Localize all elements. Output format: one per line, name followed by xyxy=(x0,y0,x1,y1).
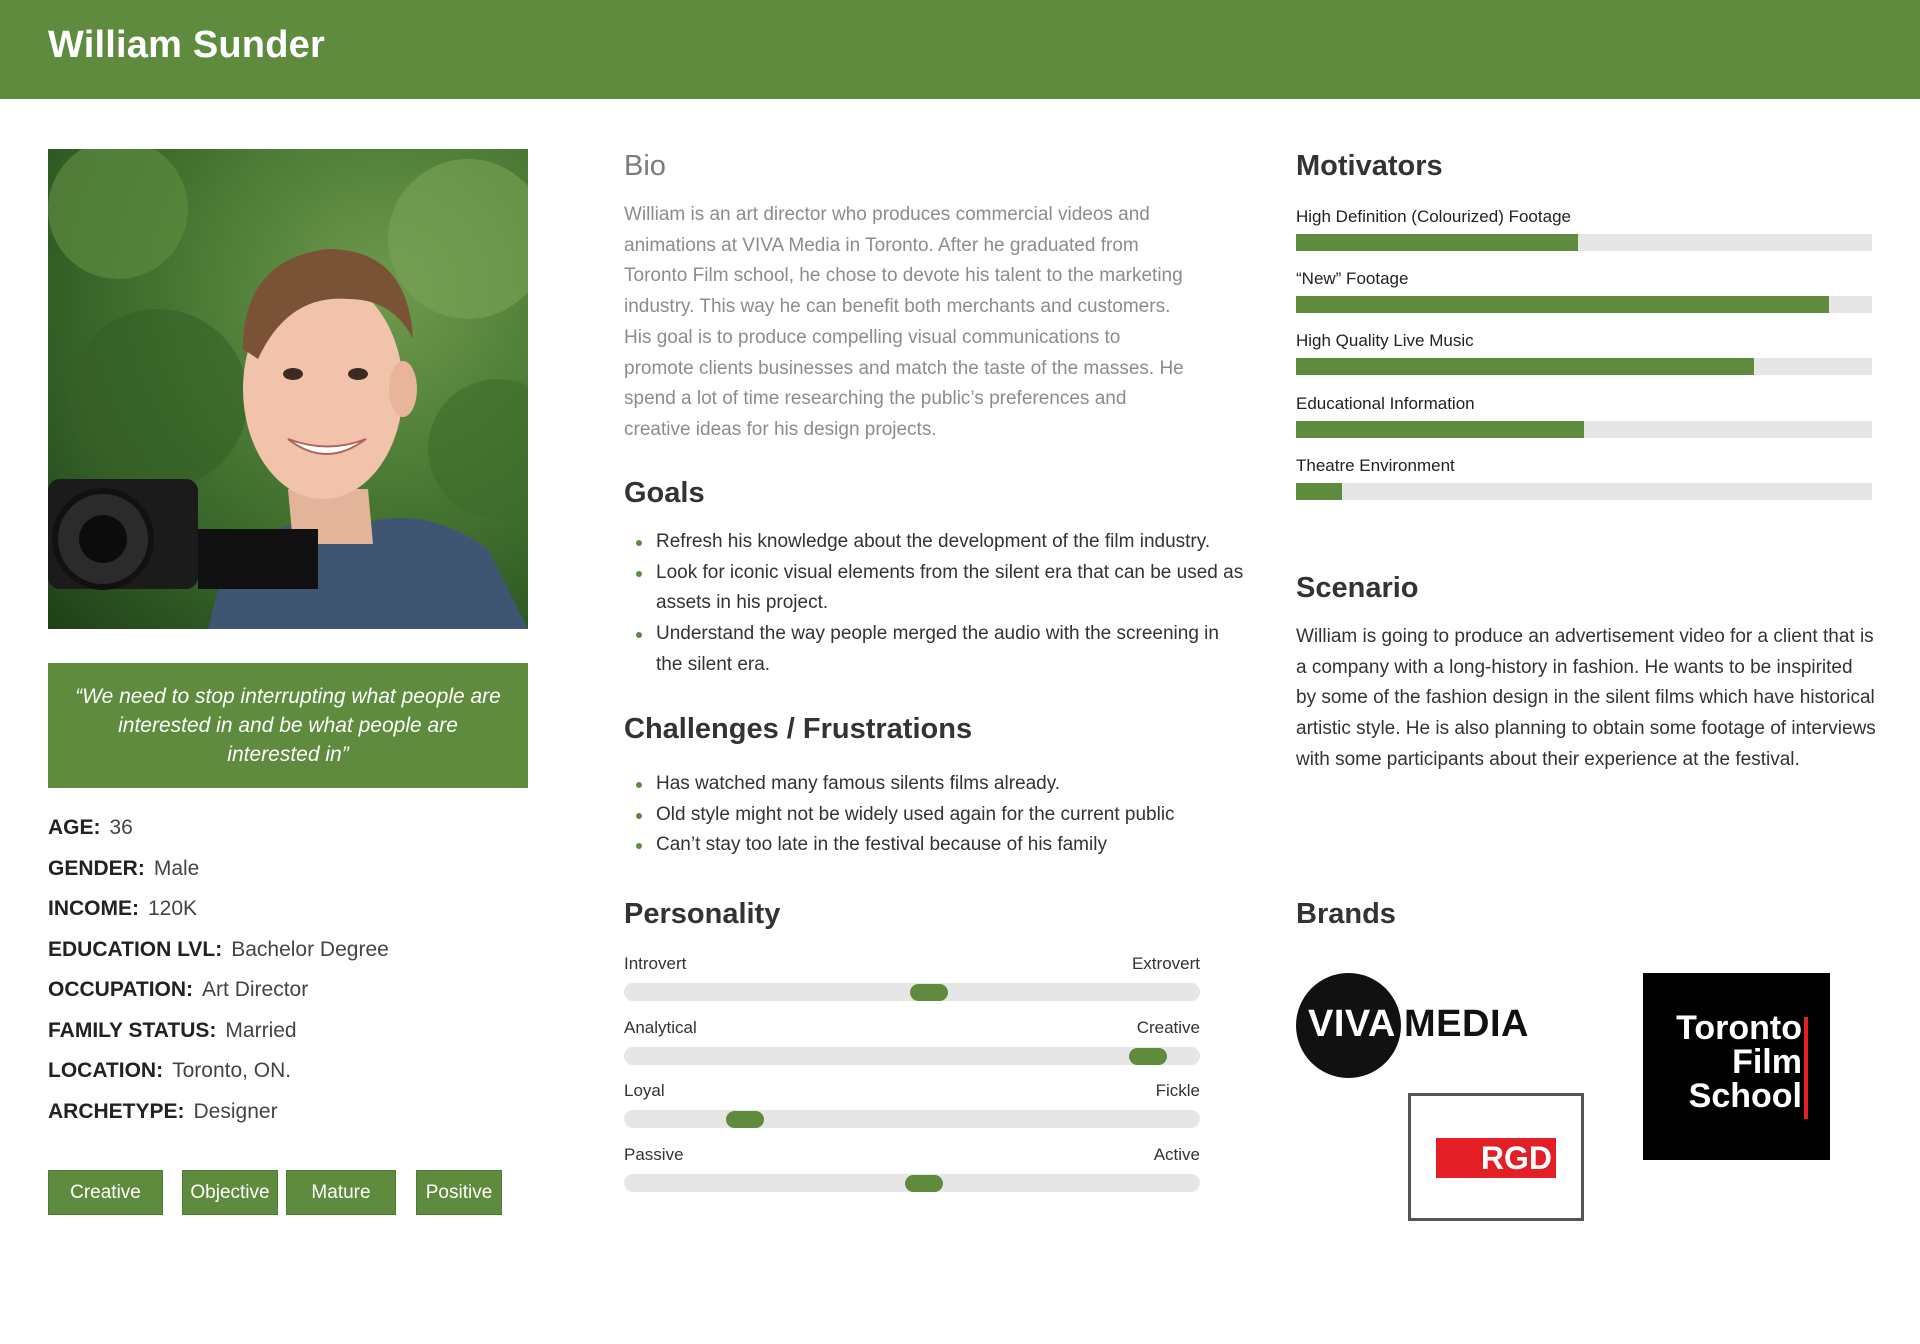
info-value: Toronto, ON. xyxy=(172,1059,292,1083)
rgd-logo xyxy=(1408,1093,1584,1221)
tag-objective[interactable]: Objective xyxy=(182,1170,278,1215)
info-key: INCOME: xyxy=(48,897,139,921)
info-row-family xyxy=(48,1011,528,1052)
toronto-film-school-logo xyxy=(1643,973,1830,1160)
tfs-line: School xyxy=(1688,1077,1802,1115)
motivator-row xyxy=(1296,207,1872,267)
slider-left-label: Loyal xyxy=(624,1081,665,1100)
persona-name: William Sunder xyxy=(48,24,325,66)
goals-title: Goals xyxy=(624,477,705,509)
motivator-fill xyxy=(1296,296,1829,313)
motivator-fill xyxy=(1296,358,1754,375)
tag-creative[interactable]: Creative xyxy=(48,1170,163,1215)
info-value: Bachelor Degree xyxy=(231,937,389,961)
info-value: Married xyxy=(225,1018,297,1042)
motivator-label: “New” Footage xyxy=(1296,269,1409,288)
list-item: Understand the way people merged the audio with the screening in the silent era. xyxy=(624,619,1244,680)
info-value: Male xyxy=(153,856,200,880)
info-value: 120K xyxy=(148,897,198,921)
media-text: MEDIA xyxy=(1404,1003,1529,1045)
motivator-fill xyxy=(1296,421,1584,438)
slider-analytical-creative xyxy=(624,1018,1200,1078)
info-row-location xyxy=(48,1051,528,1092)
bio-title: Bio xyxy=(624,150,666,182)
info-value: Art Director xyxy=(202,978,309,1002)
motivator-bar xyxy=(1296,234,1872,251)
rgd-mark xyxy=(1436,1138,1556,1178)
motivator-label: High Definition (Colourized) Footage xyxy=(1296,207,1571,226)
info-value: Designer xyxy=(193,1099,278,1123)
tfs-line: Film xyxy=(1732,1043,1802,1081)
info-key: GENDER: xyxy=(48,856,145,880)
info-key: EDUCATION LVL: xyxy=(48,937,223,961)
slider-track xyxy=(624,1047,1200,1065)
quote-text: “We need to stop interrupting what people are interested in and be what people are interested in” xyxy=(75,685,501,766)
info-key: ARCHETYPE: xyxy=(48,1099,185,1123)
motivator-label: Educational Information xyxy=(1296,394,1475,413)
motivator-row xyxy=(1296,269,1872,329)
info-key: OCCUPATION: xyxy=(48,978,194,1002)
info-row-income xyxy=(48,889,528,930)
tag-positive[interactable]: Positive xyxy=(416,1170,502,1215)
info-row-age xyxy=(48,808,528,849)
challenges-list xyxy=(624,769,1244,861)
slider-knob[interactable] xyxy=(910,984,948,1001)
motivator-row xyxy=(1296,331,1872,391)
slider-left-label: Introvert xyxy=(624,954,687,973)
info-row-education xyxy=(48,930,528,971)
slider-knob[interactable] xyxy=(905,1175,943,1192)
motivator-label: High Quality Live Music xyxy=(1296,331,1474,350)
motivator-bar xyxy=(1296,296,1872,313)
motivators-title: Motivators xyxy=(1296,150,1443,182)
rgd-text: RGD xyxy=(1480,1140,1552,1176)
list-item: Old style might not be widely used again for the current public xyxy=(624,800,1244,831)
portrait-image xyxy=(48,149,528,629)
motivator-row xyxy=(1296,456,1872,516)
motivator-fill xyxy=(1296,234,1578,251)
info-row-occupation xyxy=(48,970,528,1011)
list-item: Refresh his knowledge about the development of the film industry. xyxy=(624,527,1244,558)
motivator-bar xyxy=(1296,483,1872,500)
list-item: Has watched many famous silents films already. xyxy=(624,769,1244,800)
brands-title: Brands xyxy=(1296,898,1396,930)
tfs-stripe xyxy=(1804,1017,1808,1119)
slider-left-label: Passive xyxy=(624,1145,684,1164)
quote-box xyxy=(48,663,528,788)
slider-right-label: Creative xyxy=(1136,1018,1200,1037)
personality-title: Personality xyxy=(624,898,781,930)
slider-introvert-extrovert xyxy=(624,954,1200,1014)
list-item: Can’t stay too late in the festival because of his family xyxy=(624,830,1244,861)
tfs-line: Toronto xyxy=(1676,1009,1802,1047)
list-item: Look for iconic visual elements from the silent era that can be used as assets in his project. xyxy=(624,558,1244,619)
slider-track xyxy=(624,1110,1200,1128)
slider-knob[interactable] xyxy=(1129,1048,1167,1065)
tfs-text xyxy=(1676,1011,1802,1113)
info-key: FAMILY STATUS: xyxy=(48,1018,217,1042)
info-row-gender xyxy=(48,849,528,890)
motivator-bar xyxy=(1296,358,1872,375)
viva-text: VIVA xyxy=(1308,1003,1396,1045)
slider-right-label: Fickle xyxy=(1155,1081,1200,1100)
tag-mature[interactable]: Mature xyxy=(286,1170,396,1215)
scenario-text: William is going to produce an advertisement video for a client that is a company with a long-history in fashion. He wants to be inspirited by some of the fashion design in the silent films which have historical artistic style. He is also planning to obtain some footage of interviews with some participants about their experience at the festival. xyxy=(1296,626,1876,770)
motivator-label: Theatre Environment xyxy=(1296,456,1455,475)
header-bar xyxy=(0,0,1920,99)
slider-loyal-fickle xyxy=(624,1081,1200,1141)
info-key: AGE: xyxy=(48,816,101,840)
scenario-title: Scenario xyxy=(1296,572,1419,604)
bio-text: William is an art director who produces commercial videos and animations at VIVA Media in Toronto. After he graduated from Toronto Film school, he chose to devote his talent to the marketing industry. This way he can benefit both merchants and customers. His goal is to produce compelling visual communications to promote clients businesses and match the taste of the masses. He spend a lot of time researching the public’s preferences and creative ideas for his design projects. xyxy=(624,204,1184,440)
slider-right-label: Extrovert xyxy=(1131,954,1200,973)
demographics xyxy=(48,808,528,1132)
goals-list xyxy=(624,527,1244,681)
info-key: LOCATION: xyxy=(48,1059,164,1083)
motivator-fill xyxy=(1296,483,1342,500)
slider-passive-active xyxy=(624,1145,1200,1205)
slider-left-label: Analytical xyxy=(624,1018,697,1037)
info-row-archetype xyxy=(48,1092,528,1133)
persona-photo xyxy=(48,149,528,629)
motivator-bar xyxy=(1296,421,1872,438)
info-value: 36 xyxy=(109,816,133,840)
slider-right-label: Active xyxy=(1153,1145,1200,1164)
slider-knob[interactable] xyxy=(726,1111,764,1128)
challenges-title: Challenges / Frustrations xyxy=(624,713,973,745)
motivator-row xyxy=(1296,394,1872,454)
